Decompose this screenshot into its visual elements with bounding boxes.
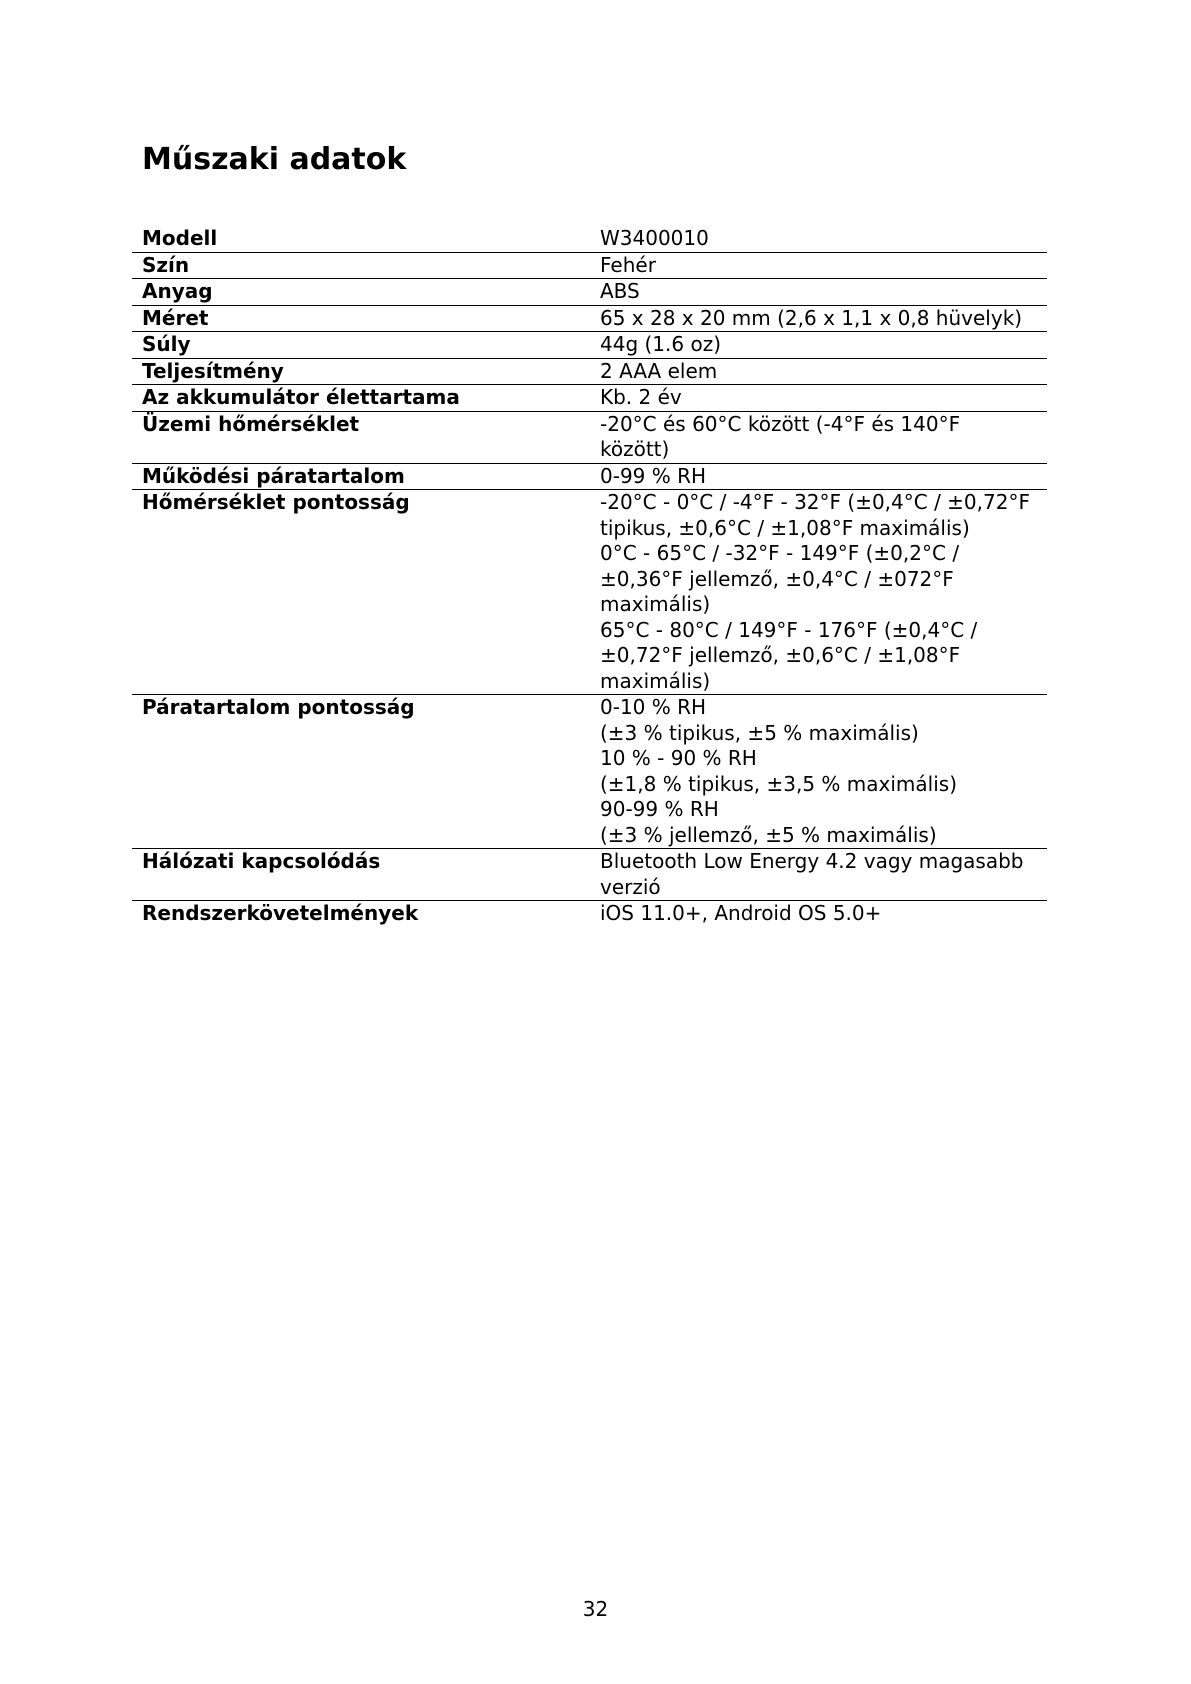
spec-label: Teljesítmény bbox=[132, 358, 590, 385]
spec-row bbox=[132, 358, 1047, 385]
spec-value-line: maximális) bbox=[600, 668, 711, 693]
spec-row bbox=[132, 305, 1047, 332]
spec-label: Működési páratartalom bbox=[132, 463, 590, 490]
spec-value-line: verzió bbox=[600, 874, 661, 899]
spec-value-line: -20°C és 60°C között (-4°F és 140°F bbox=[600, 411, 961, 436]
spec-value bbox=[590, 463, 1047, 490]
spec-value-line: ±0,36°F jellemző, ±0,4°C / ±072°F bbox=[600, 566, 954, 591]
spec-value-line: -20°C - 0°C / -4°F - 32°F (±0,4°C / ±0,72°F bbox=[600, 490, 1030, 514]
spec-value-line: (±3 % jellemző, ±5 % maximális) bbox=[600, 822, 937, 847]
spec-value-line: 65 x 28 x 20 mm (2,6 x 1,1 x 0,8 hüvelyk) bbox=[600, 305, 1023, 330]
spec-value-line: 0°C - 65°C / -32°F - 149°F (±0,2°C / bbox=[600, 541, 960, 565]
spec-label: Rendszerkövetelmények bbox=[132, 901, 590, 927]
spec-label: Az akkumulátor élettartama bbox=[132, 385, 590, 412]
spec-row bbox=[132, 411, 1047, 463]
spec-value-line: W3400010 bbox=[600, 226, 709, 250]
page-title: Műszaki adatok bbox=[142, 142, 407, 177]
spec-value-line: iOS 11.0+, Android OS 5.0+ bbox=[600, 901, 882, 925]
spec-value-line: 0-99 % RH bbox=[600, 463, 707, 488]
spec-label: Hálózati kapcsolódás bbox=[132, 849, 590, 901]
spec-value-line: ±0,72°F jellemző, ±0,6°C / ±1,08°F bbox=[600, 643, 961, 667]
page-number: 32 bbox=[582, 1597, 609, 1621]
spec-value bbox=[590, 279, 1047, 306]
spec-row bbox=[132, 252, 1047, 279]
spec-label: Páratartalom pontosság bbox=[132, 695, 590, 849]
spec-value bbox=[590, 252, 1047, 279]
spec-value bbox=[590, 305, 1047, 332]
spec-value-line: 0-10 % RH bbox=[600, 695, 707, 719]
spec-row bbox=[132, 332, 1047, 359]
spec-label: Modell bbox=[142, 226, 218, 250]
spec-value-line: tipikus, ±0,6°C / ±1,08°F maximális) bbox=[600, 515, 970, 540]
spec-value-line: Kb. 2 év bbox=[600, 385, 682, 409]
spec-row bbox=[132, 695, 1047, 849]
spec-value bbox=[590, 226, 1047, 252]
spec-label: Súly bbox=[132, 332, 590, 359]
spec-value bbox=[590, 849, 1047, 901]
spec-value-line: maximális) bbox=[600, 592, 711, 616]
spec-row bbox=[132, 490, 1047, 695]
spec-table bbox=[132, 226, 1047, 927]
spec-label: Anyag bbox=[132, 279, 590, 306]
spec-value-line: 65°C - 80°C / 149°F - 176°F (±0,4°C / bbox=[600, 617, 978, 642]
spec-value-line: (±3 % tipikus, ±5 % maximális) bbox=[600, 720, 919, 745]
spec-value bbox=[590, 411, 1047, 463]
spec-row bbox=[132, 849, 1047, 901]
spec-value-line: között) bbox=[600, 437, 670, 461]
spec-value bbox=[590, 901, 1047, 927]
spec-label: Üzemi hőmérséklet bbox=[132, 411, 590, 463]
spec-row bbox=[132, 279, 1047, 306]
spec-value-line: 44g (1.6 oz) bbox=[600, 332, 722, 356]
spec-value bbox=[590, 332, 1047, 359]
spec-value-line: (±1,8 % tipikus, ±3,5 % maximális) bbox=[600, 771, 958, 796]
spec-label: Szín bbox=[132, 252, 590, 279]
spec-value bbox=[590, 385, 1047, 412]
spec-value-line: Fehér bbox=[600, 252, 656, 277]
spec-label: Méret bbox=[132, 305, 590, 332]
spec-row bbox=[132, 226, 1047, 252]
spec-value bbox=[590, 695, 1047, 849]
spec-value-line: 10 % - 90 % RH bbox=[600, 746, 757, 770]
spec-row bbox=[132, 463, 1047, 490]
spec-value-line: 90-99 % RH bbox=[600, 797, 719, 821]
spec-row bbox=[132, 901, 1047, 927]
spec-table-body bbox=[132, 226, 1047, 927]
spec-row bbox=[132, 385, 1047, 412]
spec-value bbox=[590, 490, 1047, 695]
spec-value-line: ABS bbox=[600, 279, 640, 303]
spec-value-line: 2 AAA elem bbox=[600, 358, 718, 383]
spec-value bbox=[590, 358, 1047, 385]
spec-value-line: Bluetooth Low Energy 4.2 vagy magasabb bbox=[600, 849, 1024, 873]
spec-label: Hőmérséklet pontosság bbox=[132, 490, 590, 695]
